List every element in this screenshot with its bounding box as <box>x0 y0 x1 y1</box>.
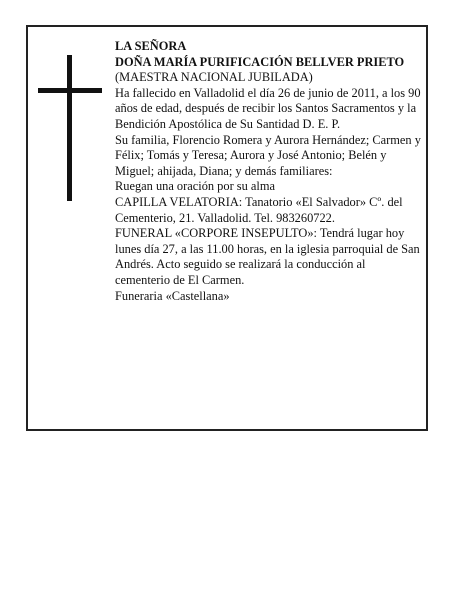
cross-vertical-bar <box>67 55 72 201</box>
notice-text <box>115 39 421 304</box>
prayer-request: Ruegan una oración por su alma <box>115 179 275 194</box>
chapel-info: CAPILLA VELATORIA: Tanatorio «El Salvador» Cº. del Cementerio, 21. Valladolid. Tel. 983260722. <box>115 194 403 225</box>
family-list: Su familia, Florencio Romera y Aurora Hernández; Carmen y Félix; Tomás y Teresa; Aurora y José Antonio; Belén y Miguel; ahijada, Diana; y demás familiares: <box>115 132 421 178</box>
funeral-info: FUNERAL «CORPORE INSEPULTO»: Tendrá lugar hoy lunes día 27, a las 11.00 horas, en la iglesia parroquial de San Andrés. Acto seguido se realizará la conducción al cementerio de El Carmen. <box>115 226 420 287</box>
funeral-home: Funeraria «Castellana» <box>115 288 230 303</box>
cross-horizontal-bar <box>38 88 102 93</box>
obituary-notice <box>26 25 428 431</box>
death-announcement: Ha fallecido en Valladolid el día 26 de junio de 2011, a los 90 años de edad, después de recibir los Santos Sacramentos y la Bendición Apostólica de Su Santidad D. E. P. <box>115 85 421 131</box>
title-line-1: LA SEÑORA <box>115 39 187 53</box>
profession: (MAESTRA NACIONAL JUBILADA) <box>115 70 313 85</box>
deceased-name: DOÑA MARÍA PURIFICACIÓN BELLVER PRIETO <box>115 54 405 69</box>
cross-icon <box>38 55 102 201</box>
